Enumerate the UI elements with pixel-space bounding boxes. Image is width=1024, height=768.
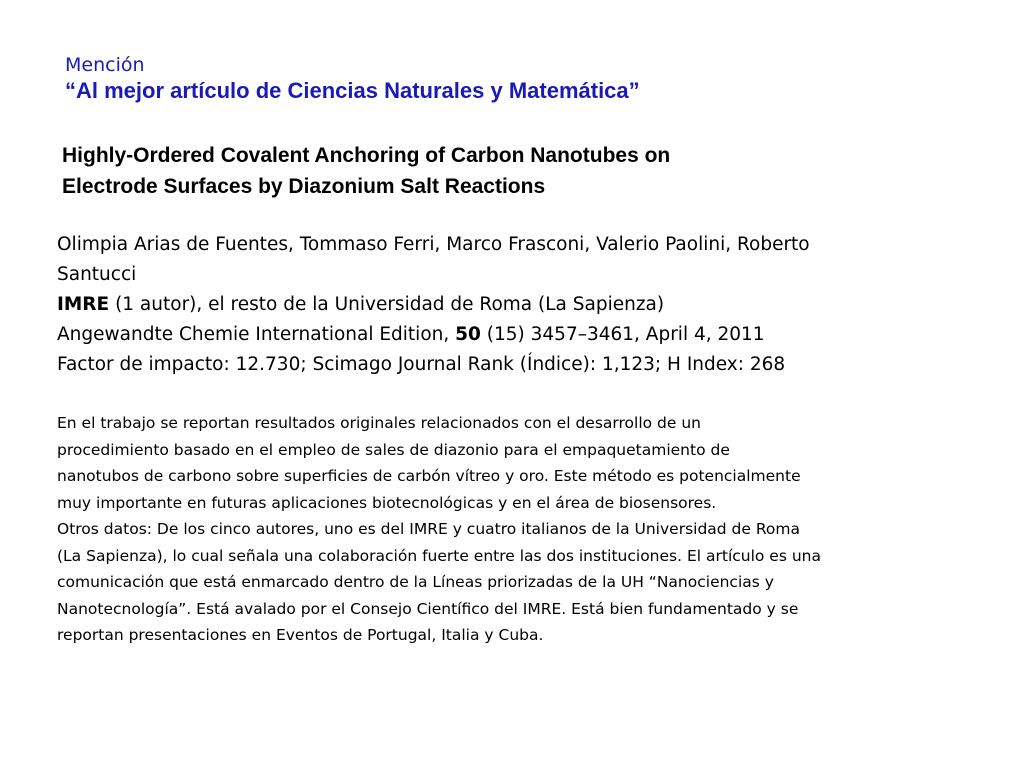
journal-name: Angewandte Chemie International Edition,	[57, 324, 456, 345]
authors-line: Santucci	[57, 264, 137, 285]
mention-block	[65, 53, 640, 105]
affiliation-line	[57, 290, 957, 320]
summary-line: Otros datos: De los cinco autores, uno es del IMRE y cuatro italianos de la Universidad de Roma	[57, 520, 801, 538]
summary-line: reportan presentaciones en Eventos de Portugal, Italia y Cuba.	[57, 626, 544, 644]
summary-line: Nanotecnología”. Está avalado por el Consejo Científico del IMRE. Está bien fundamentado y se	[57, 599, 799, 618]
affiliation-detail: (1 autor), el resto de la Universidad de Roma (La Sapienza)	[109, 294, 665, 315]
mention-label: Mención	[65, 54, 145, 76]
award-title: “Al mejor artículo de Ciencias Naturales y Matemática”	[65, 78, 640, 103]
paper-metadata	[57, 230, 957, 380]
summary-line: procedimiento basado en el empleo de sales de diazonio para el empaquetamiento de	[57, 440, 730, 459]
paper-title-line: Highly-Ordered Covalent Anchoring of Carbon Nanotubes on	[62, 144, 671, 167]
impact-line: Factor de impacto: 12.730; Scimago Journal Rank (Índice): 1,123; H Index: 268	[57, 354, 786, 375]
paper-title	[62, 140, 962, 202]
affiliation-institute: IMRE	[57, 294, 110, 315]
summary-paragraph	[57, 410, 977, 649]
summary-line: (La Sapienza), lo cual señala una colaboración fuerte entre las dos instituciones. El artículo es una	[57, 546, 821, 565]
journal-line	[57, 320, 957, 350]
summary-line: comunicación que está enmarcado dentro de la Líneas priorizadas de la UH “Nanociencias y	[57, 573, 774, 591]
summary-line: muy importante en futuras aplicaciones biotecnológicas y en el área de biosensores.	[57, 493, 717, 512]
journal-details: (15) 3457–3461, April 4, 2011	[480, 324, 765, 345]
paper-title-line: Electrode Surfaces by Diazonium Salt Reactions	[62, 175, 546, 198]
summary-line: nanotubos de carbono sobre superficies de carbón vítreo y oro. Este método es potencialmente	[57, 467, 801, 485]
authors-line: Olimpia Arias de Fuentes, Tommaso Ferri, Marco Frasconi, Valerio Paolini, Roberto	[57, 234, 810, 255]
journal-volume: 50	[455, 324, 481, 345]
summary-line: En el trabajo se reportan resultados originales relacionados con el desarrollo de un	[57, 414, 701, 432]
